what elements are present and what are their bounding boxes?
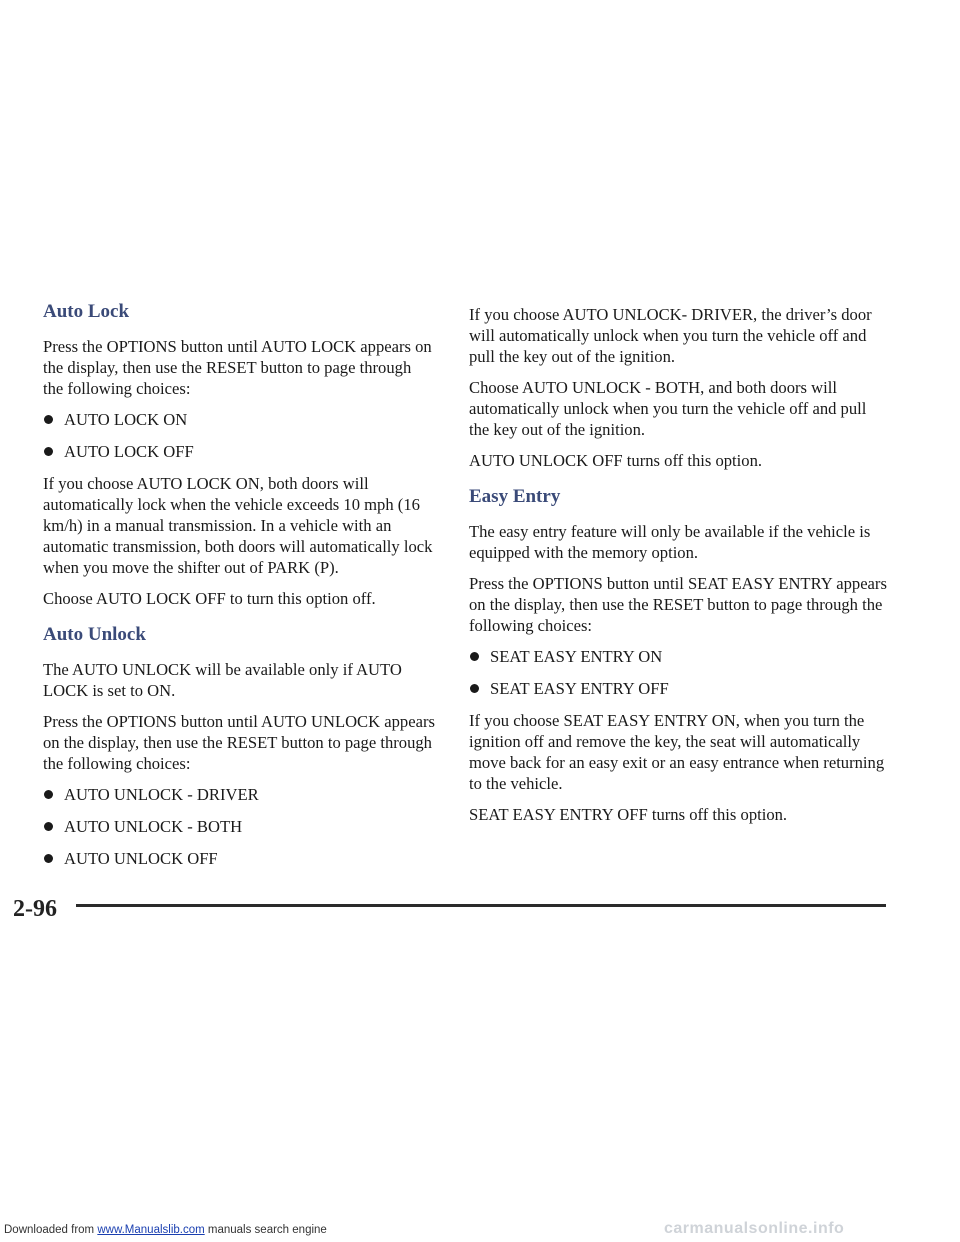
right-column — [469, 304, 889, 835]
bullet-icon — [470, 684, 479, 693]
footer-prefix: Downloaded from — [4, 1224, 98, 1236]
list-item: SEAT EASY ENTRY ON — [469, 646, 889, 667]
page-number: 2-96 — [13, 896, 57, 922]
bullet-icon — [44, 790, 53, 799]
manualslib-link[interactable]: www.Manualslib.com — [97, 1224, 205, 1236]
auto-unlock-availability: The AUTO UNLOCK will be available only if AUTO LOCK is set to ON. — [43, 660, 402, 700]
footer-suffix: manuals search engine — [204, 1224, 327, 1236]
auto-unlock-off-text: AUTO UNLOCK OFF turns off this option. — [469, 451, 763, 470]
bullet-icon — [44, 822, 53, 831]
page-divider — [76, 904, 886, 907]
bullet-icon — [44, 854, 53, 863]
auto-unlock-intro: Press the OPTIONS button until AUTO UNLOCK appears on the display, then use the RESET button to page through the following choices: — [43, 712, 435, 773]
list-item: AUTO UNLOCK OFF — [43, 848, 435, 869]
list-item: AUTO LOCK OFF — [43, 441, 435, 462]
list-item: AUTO UNLOCK - DRIVER — [43, 784, 435, 805]
watermark: carmanualsonline.info — [664, 1220, 845, 1237]
auto-lock-heading: Auto Lock — [43, 301, 130, 322]
auto-unlock-heading: Auto Unlock — [43, 624, 146, 645]
bullet-icon — [44, 415, 53, 424]
list-item: SEAT EASY ENTRY OFF — [469, 678, 889, 699]
auto-lock-off-text: Choose AUTO LOCK OFF to turn this option off. — [43, 589, 376, 608]
bullet-icon — [44, 447, 53, 456]
easy-entry-on-text: If you choose SEAT EASY ENTRY ON, when you turn the ignition off and remove the key, the seat will automatically move back for an easy exit or an easy entrance when returning to the vehicle. — [469, 711, 885, 793]
download-footer — [4, 1224, 327, 1236]
auto-lock-intro: Press the OPTIONS button until AUTO LOCK appears on the display, then use the RESET button to page through the following choices: — [43, 337, 432, 398]
auto-unlock-both-text: Choose AUTO UNLOCK - BOTH, and both doors will automatically unlock when you turn the vehicle off and pull the key out of the ignition. — [469, 378, 867, 439]
easy-entry-intro: Press the OPTIONS button until SEAT EASY ENTRY appears on the display, then use the RESET button to page through the following choices: — [469, 574, 887, 635]
left-column — [43, 300, 435, 880]
bullet-icon — [470, 652, 479, 661]
auto-unlock-choices — [43, 784, 435, 869]
auto-lock-choices — [43, 409, 435, 462]
easy-entry-availability: The easy entry feature will only be available if the vehicle is equipped with the memory option. — [469, 522, 871, 562]
easy-entry-off-text: SEAT EASY ENTRY OFF turns off this option. — [469, 805, 788, 824]
auto-unlock-driver-text: If you choose AUTO UNLOCK- DRIVER, the driver’s door will automatically unlock when you turn the vehicle off and pull the key out of the ignition. — [469, 305, 872, 366]
easy-entry-choices — [469, 646, 889, 699]
easy-entry-heading: Easy Entry — [469, 486, 561, 507]
auto-lock-body: If you choose AUTO LOCK ON, both doors will automatically lock when the vehicle exceeds 10 mph (16 km/h) in a manual transmission. In a vehicle with an automatic transmission, both doors will automatically lock when you move the shifter out of PARK (P). — [43, 474, 433, 577]
list-item: AUTO LOCK ON — [43, 409, 435, 430]
list-item: AUTO UNLOCK - BOTH — [43, 816, 435, 837]
